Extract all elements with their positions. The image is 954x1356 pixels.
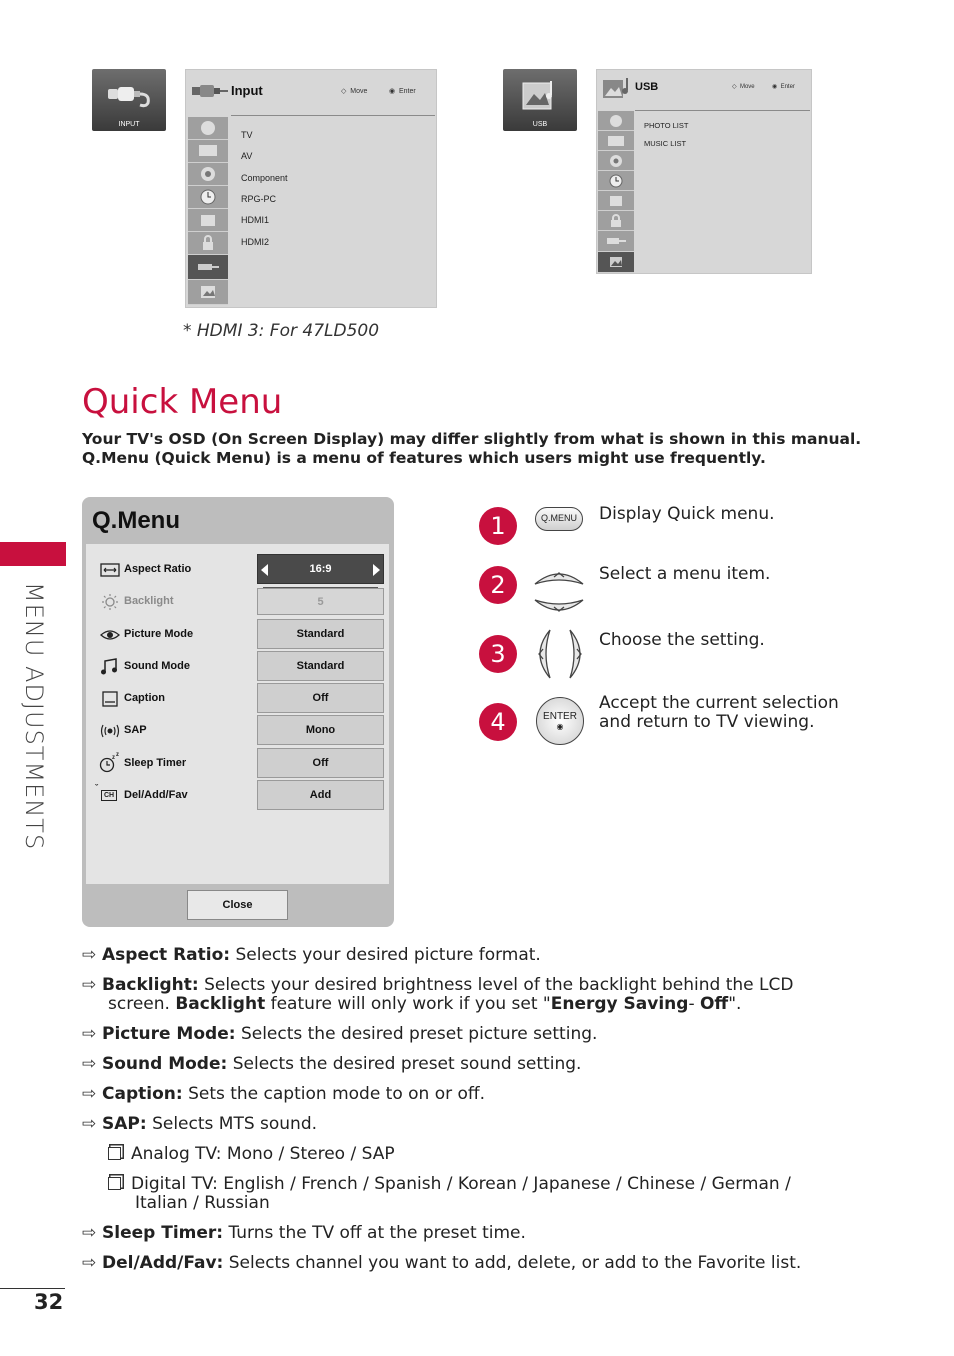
step-2-text: Select a menu item.: [599, 564, 771, 584]
picture-mode-icon: [99, 626, 121, 644]
sap-analog-option: Analog TV: Mono / Stereo / SAP: [108, 1145, 395, 1164]
arrow-right-icon[interactable]: [373, 564, 380, 576]
side-tab-label: MENU ADJUSTMENTS: [20, 582, 48, 851]
enter-icon: ◉: [389, 88, 396, 95]
del-add-fav-description: ⇨ Del/Add/Fav: Selects channel you want to add, delete, or add to the Favorite list.: [82, 1253, 802, 1273]
enter-dot-icon: ◉: [556, 722, 564, 731]
arrow-right-icon: ⇨: [82, 1024, 97, 1044]
input-source-av[interactable]: AV: [241, 151, 253, 161]
move-hint: ◇ Move: [341, 88, 368, 95]
aspect-ratio-icon: [99, 561, 121, 579]
up-down-remote-buttons-icon: [532, 566, 586, 618]
input-tile[interactable]: [92, 69, 166, 131]
sap-digital-option: Digital TV: English / French / Spanish / Korean / Japanese / Chinese / German /: [108, 1175, 791, 1194]
arrow-right-icon: ⇨: [82, 1253, 97, 1273]
arrow-right-icon: ⇨: [82, 945, 97, 965]
input-source-component[interactable]: Component: [241, 173, 288, 183]
caption-description: ⇨ Caption: Sets the caption mode to on or off.: [82, 1084, 486, 1104]
time-menu-icon[interactable]: [598, 171, 634, 191]
backlight-value[interactable]: 5: [257, 588, 384, 615]
arrow-right-icon: ⇨: [82, 1054, 97, 1074]
side-tab-marker: [0, 542, 66, 566]
backlight-description: ⇨ Backlight: Selects your desired brightness level of the backlight behind the LCD: [82, 975, 794, 995]
sap-icon: [99, 722, 121, 740]
input-source-hdmi1[interactable]: HDMI1: [241, 215, 270, 225]
enter-remote-button: ENTER ◉: [536, 697, 584, 745]
option-menu-icon[interactable]: [598, 191, 634, 211]
setup-menu-icon[interactable]: [598, 111, 634, 131]
backlight-description-continued: screen. Backlight feature will only work if you set "Energy Saving- Off".: [108, 994, 742, 1014]
input-tile-label: INPUT: [118, 121, 140, 128]
picture-mode-description: ⇨ Picture Mode: Selects the desired preset picture setting.: [82, 1024, 598, 1044]
sound-mode-description: ⇨ Sound Mode: Selects the desired preset sound setting.: [82, 1054, 582, 1074]
svg-text:z: z: [116, 752, 119, 758]
audio-menu-icon[interactable]: [598, 151, 634, 171]
left-right-remote-buttons-icon: [532, 627, 588, 681]
sleep-timer-value[interactable]: Off: [257, 748, 384, 778]
usb-music-list[interactable]: MUSIC LIST: [644, 139, 687, 148]
qmenu-item-del-add-fav[interactable]: Del/Add/Fav: [124, 789, 188, 801]
qmenu-title: Q.Menu: [92, 507, 180, 534]
sap-description: ⇨ SAP: Selects MTS sound.: [82, 1114, 318, 1134]
usb-menu-icon[interactable]: [188, 280, 228, 305]
step-3-text: Choose the setting.: [599, 630, 765, 650]
usb-menu-icon-column: [598, 111, 634, 273]
move-icon: ◇: [341, 88, 347, 95]
page-title: Quick Menu: [82, 382, 283, 422]
aspect-ratio-description: ⇨ Aspect Ratio: Selects your desired picture format.: [82, 945, 541, 965]
picture-menu-icon[interactable]: [598, 131, 634, 151]
backlight-icon: [99, 593, 121, 611]
qmenu-item-sound-mode[interactable]: Sound Mode: [124, 660, 190, 672]
osd-divider: [635, 110, 810, 111]
usb-tile-label: USB: [532, 121, 548, 128]
qmenu-item-picture-mode[interactable]: Picture Mode: [124, 628, 194, 640]
usb-menu-icon-active[interactable]: [598, 252, 634, 273]
input-menu-icon[interactable]: [598, 231, 634, 252]
picture-mode-value[interactable]: Standard: [257, 619, 384, 649]
checkbox-bullet-icon: [108, 1147, 121, 1160]
option-menu-icon[interactable]: [188, 209, 228, 232]
arrow-left-icon[interactable]: [261, 564, 268, 576]
input-osd-screen: [185, 69, 437, 308]
arrow-right-icon: ⇨: [82, 1084, 97, 1104]
lock-menu-icon[interactable]: [188, 232, 228, 255]
caption-value[interactable]: Off: [257, 683, 384, 713]
usb-osd-title: USB: [635, 81, 659, 93]
sap-digital-option-continued: Italian / Russian: [135, 1193, 270, 1213]
step-4-text: Accept the current selection and return to TV viewing.: [599, 693, 839, 732]
step-1-text: Display Quick menu.: [599, 504, 775, 524]
move-hint: ◇ Move: [732, 84, 755, 90]
usb-tile[interactable]: [503, 69, 577, 131]
arrow-right-icon: ⇨: [82, 1114, 97, 1134]
qmenu-item-caption[interactable]: Caption: [124, 692, 165, 704]
step-1-badge: 1: [479, 507, 517, 545]
qmenu-item-aspect-ratio[interactable]: Aspect Ratio: [124, 563, 192, 575]
step-2-badge: 2: [479, 566, 517, 604]
usb-media-icon: [601, 76, 633, 102]
setup-menu-icon[interactable]: [188, 117, 228, 140]
input-osd-title: Input: [231, 83, 263, 98]
input-source-tv[interactable]: TV: [241, 130, 253, 140]
arrow-right-icon: ⇨: [82, 975, 97, 995]
page-number-rule: [0, 1288, 65, 1289]
page-number: 32: [34, 1290, 64, 1314]
input-menu-icon-active[interactable]: [188, 255, 228, 280]
input-menu-icon-column: [188, 117, 228, 305]
enter-hint: ◉ Enter: [772, 84, 795, 90]
svg-text:z: z: [112, 755, 115, 761]
sound-mode-icon: [99, 658, 121, 676]
usb-media-icon: [521, 77, 561, 113]
qmenu-close-button[interactable]: Close: [187, 890, 288, 920]
qmenu-remote-button: Q.MENU: [535, 507, 583, 531]
usb-photo-list[interactable]: PHOTO LIST: [644, 121, 689, 130]
sound-mode-value[interactable]: Standard: [257, 651, 384, 681]
hdmi3-footnote: * HDMI 3: For 47LD500: [183, 321, 380, 341]
picture-menu-icon[interactable]: [188, 140, 228, 163]
input-cable-icon: [190, 82, 230, 100]
arrow-right-icon: ⇨: [82, 1223, 97, 1243]
aspect-ratio-value[interactable]: 16:9: [257, 554, 384, 584]
lock-menu-icon[interactable]: [598, 211, 634, 231]
input-cable-icon: [106, 79, 152, 109]
input-source-hdmi2[interactable]: HDMI2: [241, 237, 270, 247]
sleep-timer-description: ⇨ Sleep Timer: Turns the TV off at the preset time.: [82, 1223, 526, 1243]
sap-value[interactable]: Mono: [257, 715, 384, 745]
qmenu-item-sap[interactable]: SAP: [124, 724, 147, 736]
usb-osd-screen: [596, 69, 812, 274]
step-4-badge: 4: [479, 703, 517, 741]
caption-icon: [99, 690, 121, 708]
intro-paragraph: Your TV's OSD (On Screen Display) may differ slightly from what is shown in this manual. Q.Menu (Quick Menu) is a menu of features which users might use frequently.: [82, 430, 862, 467]
input-source-rgb-pc[interactable]: RPG-PC: [241, 194, 277, 204]
audio-menu-icon[interactable]: [188, 163, 228, 186]
osd-divider: [231, 115, 435, 116]
sleep-timer-icon: [99, 752, 121, 774]
step-3-badge: 3: [479, 635, 517, 673]
qmenu-item-sleep-timer[interactable]: Sleep Timer: [124, 757, 187, 769]
enter-icon: ◉: [772, 84, 778, 90]
del-add-fav-value[interactable]: Add: [257, 780, 384, 810]
checkbox-bullet-icon: [108, 1177, 121, 1190]
time-menu-icon[interactable]: [188, 186, 228, 209]
channel-fav-icon: ˇ CH: [99, 787, 121, 805]
enter-hint: ◉ Enter: [389, 88, 416, 95]
qmenu-item-backlight[interactable]: Backlight: [124, 595, 174, 607]
move-icon: ◇: [732, 84, 737, 90]
